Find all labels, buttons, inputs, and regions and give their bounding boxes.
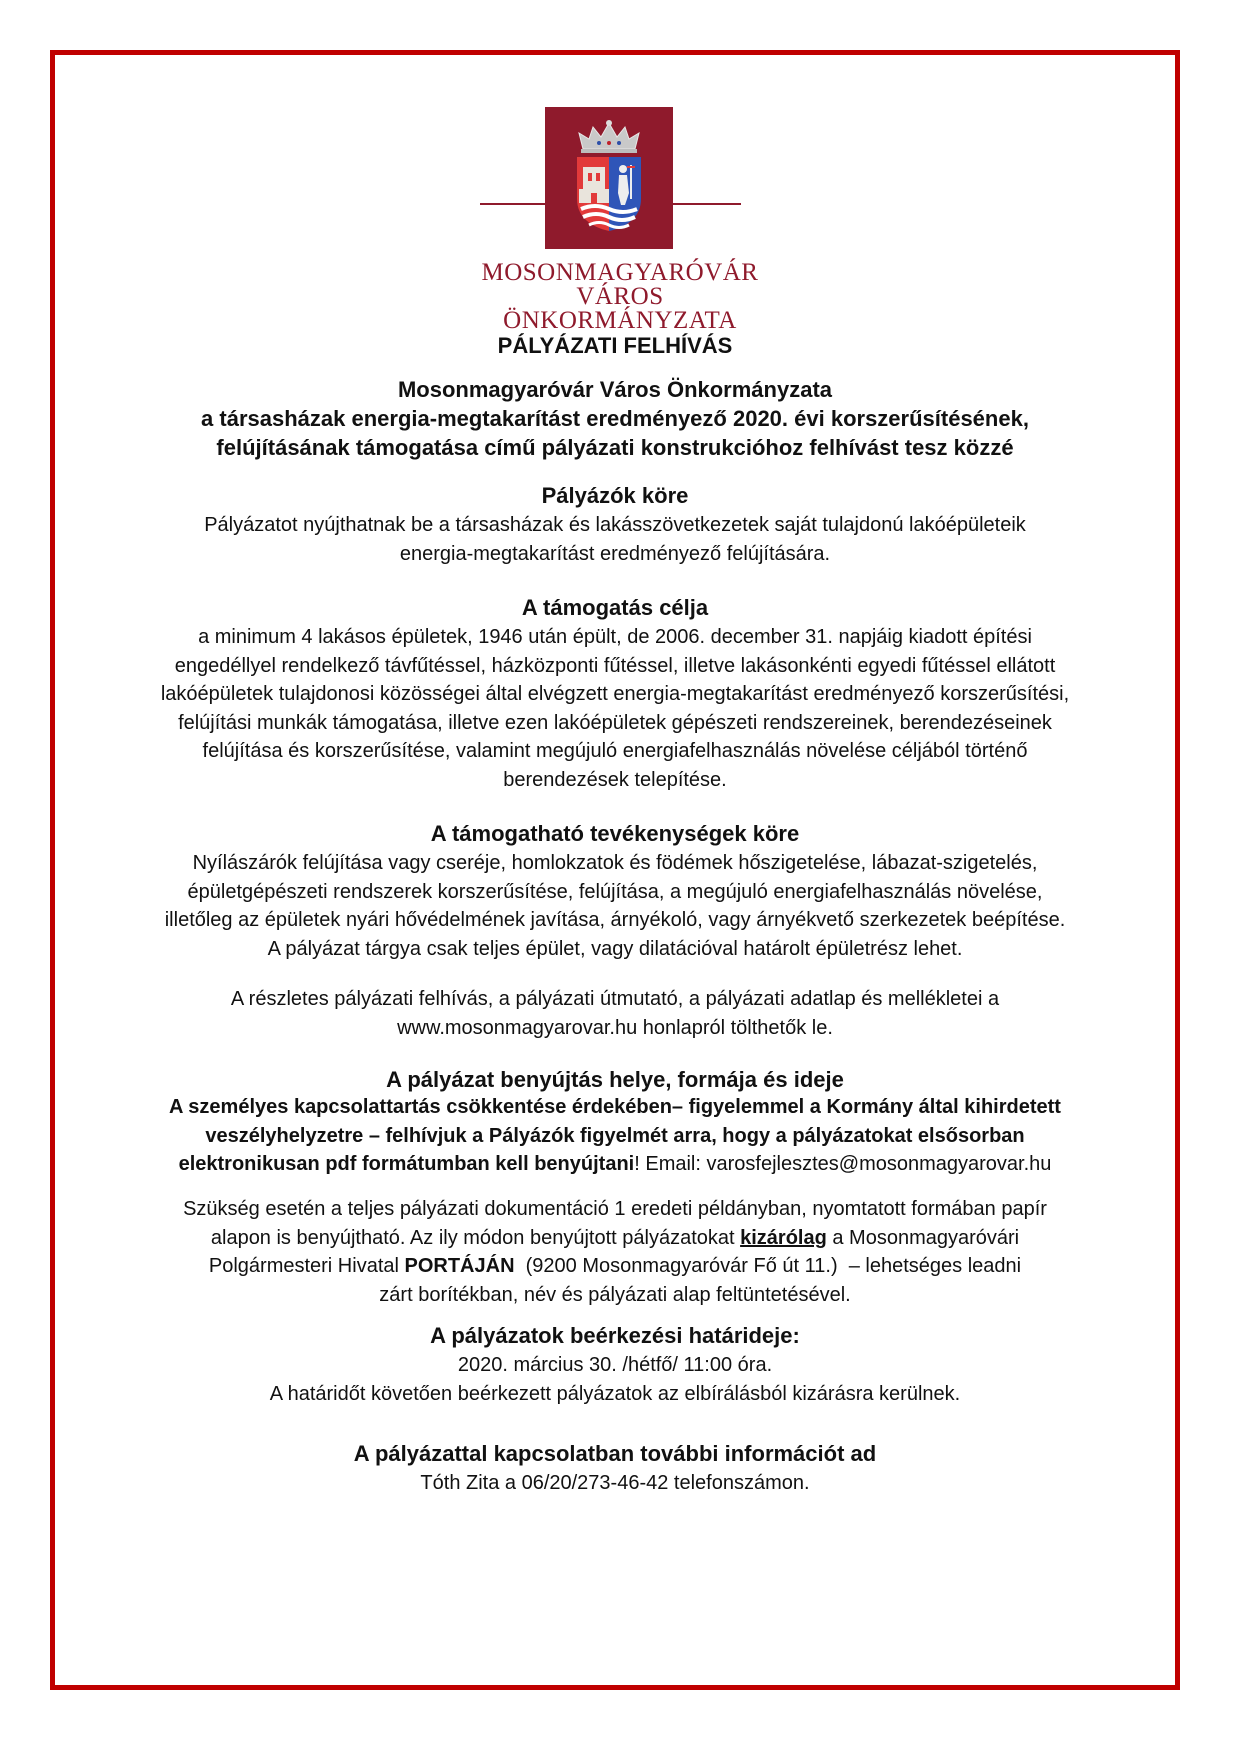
- paragraph-line: Szükség esetén a teljes pályázati dokumentáció 1 eredeti példányban, nyomtatott formában papír: [183, 1198, 1047, 1220]
- paragraph-line: zárt borítékban, név és pályázati alap feltüntetésével.: [379, 1283, 851, 1306]
- notice-line: A személyes kapcsolattartás csökkentése érdekében– figyelemmel a Kormány által kihirdetett: [169, 1096, 1061, 1118]
- paragraph-line: www.mosonmagyarovar.hu honlapról tölthetők le.: [397, 1016, 833, 1039]
- paragraph-line: Pályázatot nyújthatnak be a társasházak és lakásszövetkezetek saját tulajdonú lakóépületeik: [204, 514, 1026, 536]
- paragraph-line: A pályázat tárgya csak teljes épület, vagy dilatációval határolt épületrész lehet.: [267, 937, 963, 960]
- paragraph-line: energia-megtakarítást eredményező felújítására.: [399, 542, 831, 565]
- email-address: varosfejlesztes@mosonmagyarovar.hu: [706, 1153, 1052, 1175]
- document-title: PÁLYÁZATI FELHÍVÁS: [497, 333, 733, 358]
- header-block: [75, 375, 1155, 462]
- coat-of-arms-icon: [569, 119, 649, 237]
- text-run: alapon is benyújtható. Az ily módon benyújtott pályázatokat: [210, 1226, 741, 1249]
- paragraph-line: A részletes pályázati felhívás, a pályázati útmutató, a pályázati adatlap és mellékletei a: [230, 988, 1000, 1010]
- section-heading: A támogatható tevékenységek köre: [430, 821, 800, 846]
- text-run: a Mosonmagyaróvári: [826, 1226, 1020, 1249]
- paragraph-line: [75, 1252, 1155, 1281]
- section-submission: [75, 1067, 1155, 1179]
- contact-text: Tóth Zita a 06/20/273-46-42 telefonszámon.: [420, 1472, 810, 1494]
- paragraph-line: [75, 1224, 1155, 1253]
- paragraph-line: épületgépészeti rendszerek korszerűsítése, felújítása, a megújuló energiafelhasználás növelése,: [187, 880, 1043, 903]
- paragraph-line: lakóépületek tulajdonosi közösségei által elvégzett energia-megtakarítást eredményező korszerűsítési,: [160, 683, 1070, 705]
- notice-line: [75, 1150, 1155, 1179]
- paragraph-line: a minimum 4 lakásos épületek, 1946 után épült, de 2006. december 31. napjáig kiadott építési: [198, 626, 1032, 648]
- section-heading: A pályázatok beérkezési határideje:: [430, 1323, 800, 1348]
- notice-text: elektronikusan pdf formátumban kell benyújtani: [178, 1153, 635, 1175]
- paragraph-line: illetőleg az épületek nyári hővédelmének javítása, árnyékoló, vagy árnyékvető szerkezetek beépítése.: [164, 909, 1066, 931]
- logo-rule-right: [673, 203, 741, 205]
- section-heading: A pályázat benyújtás helye, formája és ideje: [386, 1067, 844, 1092]
- section-heading: A támogatás célja: [521, 595, 709, 620]
- email-label: ! Email:: [634, 1153, 707, 1175]
- logo-rule-left: [480, 203, 545, 205]
- municipality-logo: [55, 85, 1185, 334]
- section-goal: [75, 595, 1155, 794]
- paragraph-line: berendezések telepítése.: [503, 768, 727, 791]
- logo-name-line3: ÖNKORMÁNYZATA: [503, 307, 737, 334]
- paragraph-line: felújítási munkák támogatása, illetve ezen lakóépületek gépészeti rendszereinek, berendezéseinek: [178, 711, 1052, 734]
- deadline-date: 2020. március 30. /hétfő/ 11:00 óra.: [457, 1354, 773, 1376]
- text-run: (9200 Mosonmagyaróvár Fő út 11.) – lehetséges leadni: [514, 1255, 1022, 1277]
- section-applicants: [75, 483, 1155, 568]
- text-run: Polgármesteri Hivatal: [208, 1255, 405, 1277]
- section-contact: [75, 1441, 1155, 1498]
- paragraph-line: engedéllyel rendelkező távfűtéssel, házközponti fűtéssel, illetve lakásonkénti egyedi fűtéssel ellátott: [174, 654, 1056, 677]
- section-paper-submission: [75, 1195, 1155, 1309]
- notice-line: veszélyhelyzetre – felhívjuk a Pályázók figyelmét arra, hogy a pályázatokat elsősorban: [205, 1124, 1025, 1147]
- section-heading: A pályázattal kapcsolatban további információt ad: [353, 1441, 877, 1466]
- section-activities: [75, 821, 1155, 963]
- deadline-note: A határidőt követően beérkezett pályázatok az elbírálásból kizárásra kerülnek.: [269, 1382, 961, 1405]
- header-line-2: a társasházak energia-megtakarítást eredményező 2020. évi korszerűsítésének,: [201, 406, 1029, 431]
- paragraph-line: felújítása és korszerűsítése, valamint megújuló energiafelhasználás növelése céljából történő: [202, 740, 1028, 762]
- section-heading: Pályázók köre: [541, 483, 689, 508]
- logo-name-line1: MOSONMAGYARÓVÁR: [481, 259, 759, 286]
- header-line-1: Mosonmagyaróvár Város Önkormányzata: [397, 377, 833, 402]
- header-line-3: felújításának támogatása című pályázati konstrukcióhoz felhívást tesz közzé: [216, 435, 1014, 460]
- emphasis-exclusively: kizárólag: [740, 1226, 827, 1249]
- page-border-frame: [50, 50, 1180, 1690]
- emphasis-reception: PORTÁJÁN: [404, 1255, 515, 1277]
- paragraph-line: Nyílászárók felújítása vagy cseréje, homlokzatok és födémek hőszigetelése, lábazat-szigetelés,: [192, 852, 1038, 874]
- section-deadline: [75, 1323, 1155, 1408]
- section-documents: [75, 985, 1155, 1042]
- logo-name-line2: VÁROS: [576, 283, 664, 310]
- logo-emblem-box: [545, 107, 673, 249]
